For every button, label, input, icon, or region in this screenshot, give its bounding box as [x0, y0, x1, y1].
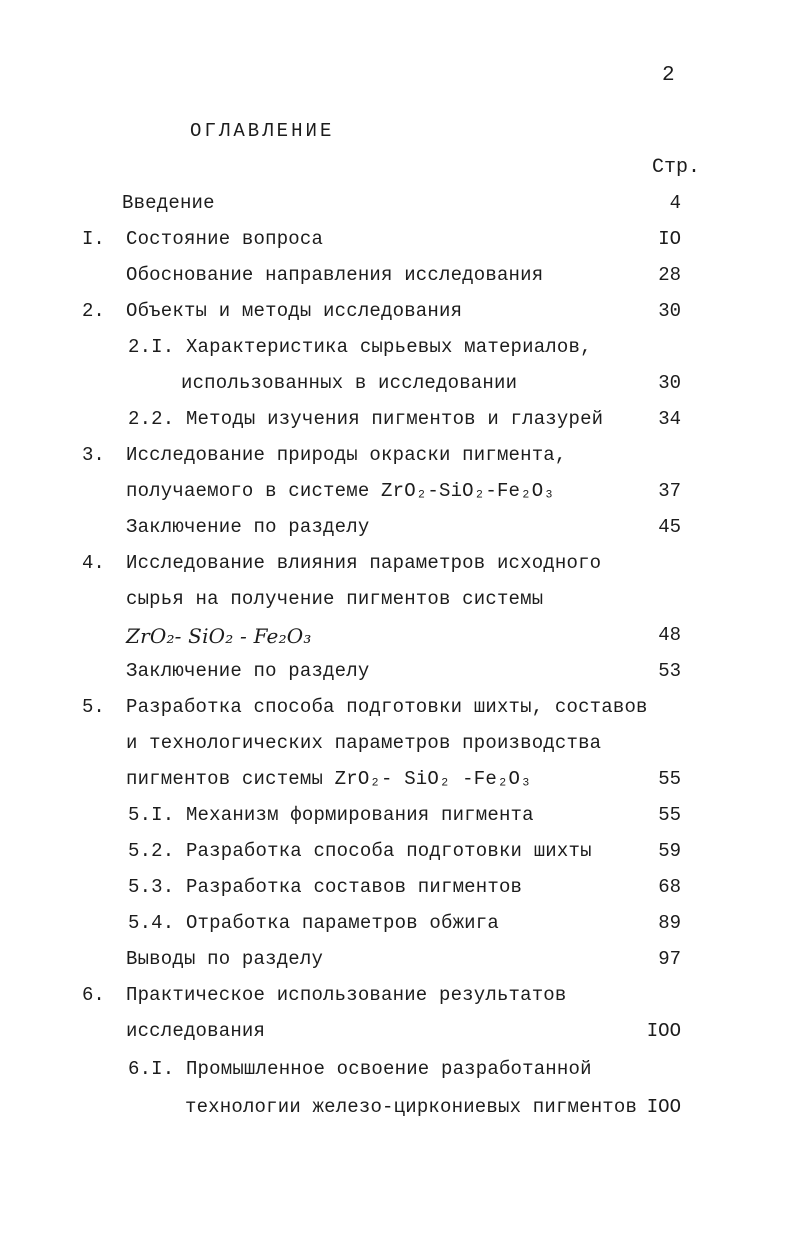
toc-number: 3. [82, 444, 105, 466]
toc-entry-2-1-cont [0, 368, 799, 398]
toc-entry-6-1-cont [0, 1092, 799, 1122]
toc-title: технологии железо-циркониевых пигментов [185, 1096, 638, 1118]
toc-number: 5. [82, 696, 105, 718]
toc-title: Исследование влияния параметров исходного [126, 552, 602, 574]
toc-page: IOO [646, 1020, 681, 1042]
toc-entry-3-conclusion [0, 512, 799, 542]
toc-page: 4 [669, 192, 681, 214]
toc-entry-2-2 [0, 404, 799, 434]
toc-title: и технологических параметров производства [126, 732, 602, 754]
toc-title: 2.I. Характеристика сырьевых материалов, [128, 336, 592, 358]
toc-title: Заключение по разделу [126, 660, 370, 682]
page-number: 2 [662, 64, 675, 87]
toc-title: использованных в исследовании [181, 372, 518, 394]
toc-entry-6 [0, 980, 799, 1010]
toc-page: 30 [658, 372, 681, 394]
toc-entry-6-1 [0, 1054, 799, 1084]
toc-page: 53 [658, 660, 681, 682]
toc-title: 5.I. Механизм формирования пигмента [128, 804, 534, 826]
toc-entry-introduction [0, 188, 799, 218]
toc-entry-5-conclusions [0, 944, 799, 974]
toc-title: 6.I. Промышленное освоение разработанной [128, 1058, 592, 1080]
toc-title: Выводы по разделу [126, 948, 324, 970]
toc-title: 5.2. Разработка способа подготовки шихты [128, 840, 592, 862]
toc-entry-1-justification [0, 260, 799, 290]
toc-title: 2.2. Методы изучения пигментов и глазурей [128, 408, 604, 430]
toc-title: ZrO₂- SiO₂ - Fe₂O₃ [126, 624, 312, 648]
toc-title: Объекты и методы исследования [126, 300, 463, 322]
toc-page: IOO [646, 1096, 681, 1118]
toc-title: Обоснование направления исследования [126, 264, 544, 286]
toc-page: 89 [658, 912, 681, 934]
toc-title: получаемого в системе ZrO₂-SiO₂-Fe₂O₃ [126, 480, 555, 502]
toc-entry-2-1 [0, 332, 799, 362]
toc-entry-2 [0, 296, 799, 326]
toc-page: 48 [658, 624, 681, 646]
toc-title: Разработка способа подготовки шихты, составов [126, 696, 648, 718]
toc-entry-5-cont-2 [0, 764, 799, 794]
toc-title: 5.4. Отработка параметров обжига [128, 912, 499, 934]
toc-entry-4 [0, 548, 799, 578]
toc-page: 97 [658, 948, 681, 970]
toc-title: 5.3. Разработка составов пигментов [128, 876, 523, 898]
toc-title: Состояние вопроса [126, 228, 324, 250]
toc-title: Практическое использование результатов [126, 984, 567, 1006]
toc-entry-5-2 [0, 836, 799, 866]
toc-entry-5-cont [0, 728, 799, 758]
toc-entry-5-1 [0, 800, 799, 830]
toc-number: 2. [82, 300, 105, 322]
toc-number: I. [82, 228, 105, 250]
toc-page: 30 [658, 300, 681, 322]
toc-title: сырья на получение пигментов системы [126, 588, 544, 610]
toc-entry-6-cont [0, 1016, 799, 1046]
page-title: ОГЛАВЛЕНИЕ [190, 120, 335, 142]
toc-entry-3-cont [0, 476, 799, 506]
toc-entry-5 [0, 692, 799, 722]
toc-entry-5-4 [0, 908, 799, 938]
toc-entry-4-cont [0, 584, 799, 614]
toc-page: IO [658, 228, 681, 250]
toc-title: Заключение по разделу [126, 516, 370, 538]
toc-page: 59 [658, 840, 681, 862]
toc-entry-4-formula [0, 620, 799, 650]
page-column-header: Стр. [652, 156, 701, 179]
toc-page: 68 [658, 876, 681, 898]
toc-title: Исследование природы окраски пигмента, [126, 444, 567, 466]
toc-page: 34 [658, 408, 681, 430]
toc-title: исследования [126, 1020, 266, 1042]
toc-page: 45 [658, 516, 681, 538]
toc-number: 4. [82, 552, 105, 574]
toc-page: 55 [658, 768, 681, 790]
toc-page: 28 [658, 264, 681, 286]
toc-title: пигментов системы ZrO₂- SiO₂ -Fe₂O₃ [126, 768, 532, 790]
toc-page: 55 [658, 804, 681, 826]
toc-entry-3 [0, 440, 799, 470]
toc-page: 37 [658, 480, 681, 502]
toc-title: Введение [122, 192, 215, 214]
toc-entry-4-conclusion [0, 656, 799, 686]
toc-entry-5-3 [0, 872, 799, 902]
toc-entry-1 [0, 224, 799, 254]
toc-number: 6. [82, 984, 105, 1006]
